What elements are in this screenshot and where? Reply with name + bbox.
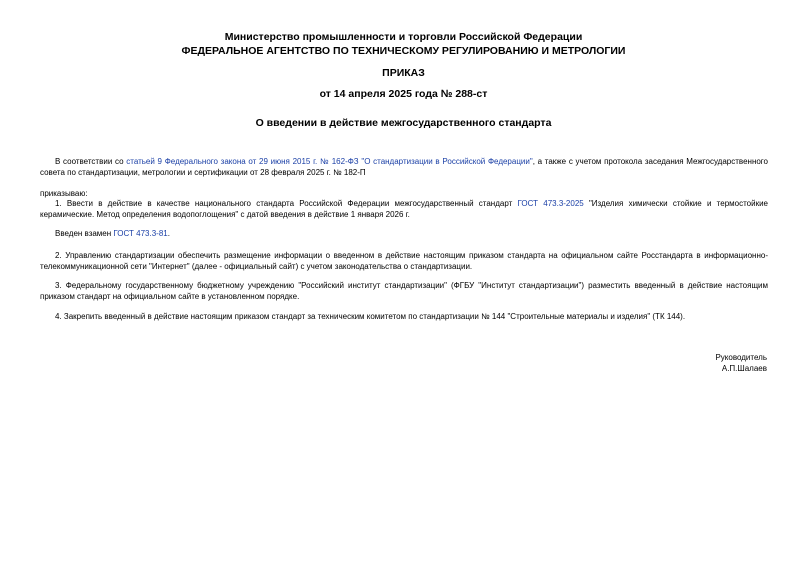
agency-name: ФЕДЕРАЛЬНОЕ АГЕНТСТВО ПО ТЕХНИЧЕСКОМУ РЕГУЛИРОВАНИЮ И МЕТРОЛОГИИ (181, 45, 626, 57)
document-header (0, 30, 807, 58)
gost-473-3-81-link[interactable]: ГОСТ 473.3-81 (113, 229, 168, 238)
replaced-paragraph (40, 228, 768, 239)
order-label: ПРИКАЗ (382, 67, 425, 79)
preamble-suffix: , а также с учетом протокола заседания Межгосударственного совета по стандартизации, метрологии и сертификации от 28 февраля 2025 г. № 182-П (40, 157, 769, 177)
item-4-paragraph: 4. Закрепить введенный в действие настоящим приказом стандарт за техническим комитетом по стандартизации № 144 "Строительные материалы и изделия" (ТК 144). (55, 312, 686, 321)
signatory-name: А.П.Шалаев (721, 364, 767, 373)
ministry-name: Министерство промышленности и торговли Российской Федерации (224, 31, 583, 43)
order-title: О введении в действие межгосударственного стандарта (255, 117, 552, 129)
signatory-position: Руководитель (715, 353, 767, 362)
item-3-paragraph: 3. Федеральному государственному бюджетному учреждению "Российский институт стандартизации" (ФГБУ "Институт стандартизации") разместить введенный в действие настоящим приказом стандарт на официальном сайте в установленном порядке. (40, 281, 768, 301)
item-2-paragraph: 2. Управлению стандартизации обеспечить размещение информации о введенном в действие настоящим приказом стандарта на официальном сайте Росстандарта в информационно-телекоммуникационной сети "Интернет" (далее - официальный сайт) с учетом законодательства о стандартизации. (40, 251, 768, 271)
replaced-prefix: Введен взамен (55, 229, 114, 238)
law-link[interactable]: статьей 9 Федерального закона от 29 июня 2015 г. № 162-ФЗ "О стандартизации в Российской Федерации" (126, 157, 533, 166)
item-1-prefix: 1. Ввести в действие в качестве национального стандарта Российской Федерации межгосударственный стандарт (55, 199, 518, 208)
replaced-suffix: . (167, 229, 170, 238)
item-1-suffix: "Изделия химически стойкие и термостойкие керамические. Метод определения водопоглощения" с датой введения в действие 1 января 2026 г. (40, 199, 769, 219)
orders-word: приказываю: (40, 189, 88, 198)
gost-473-3-2025-link[interactable]: ГОСТ 473.3-2025 (517, 199, 584, 208)
preamble-prefix: В соответствии со (55, 157, 127, 166)
order-date: от 14 апреля 2025 года № 288-ст (319, 88, 488, 100)
signature-block (715, 352, 767, 374)
item-1-paragraph (40, 198, 768, 220)
preamble-paragraph (40, 156, 768, 178)
